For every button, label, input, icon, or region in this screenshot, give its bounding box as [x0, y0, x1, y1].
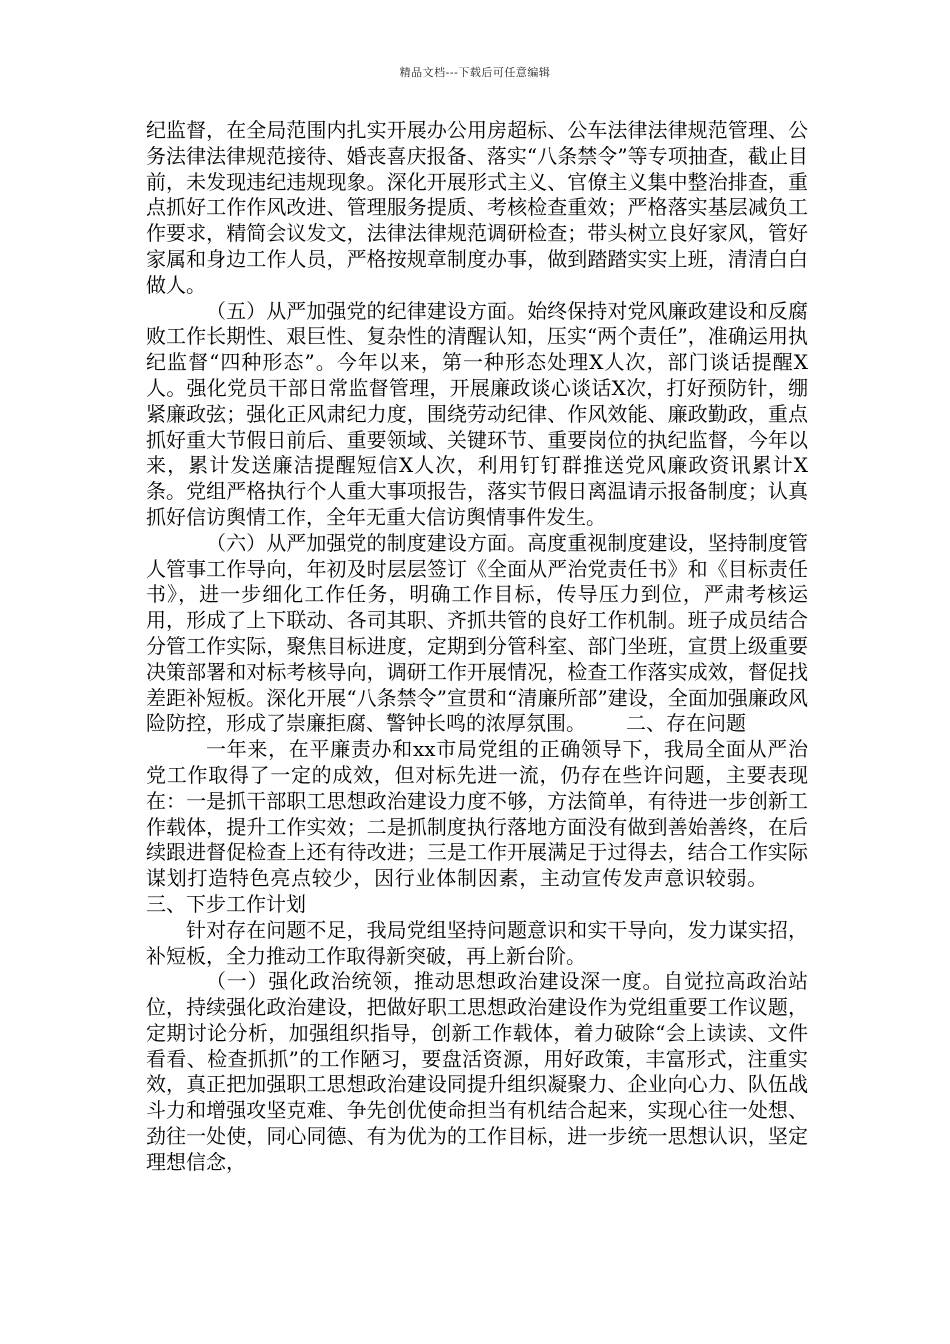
heading-existing-problems: 二、存在问题: [626, 711, 746, 736]
paragraph-plan-item-1: （一）强化政治统领，推动思想政治建设深一度。自觉拉高政治站位，持续强化政治建设，把做好职工思想政治建设作为党组重要工作议题，定期讨论分析，加强组织指导，创新工作载体，着力破除“会上读读、文件看看、检查抓抓”的工作陋习，要盘活资源，用好政策，丰富形式，注重实效，真正把加强职工思想政治建设同提升组织凝聚力、企业向心力、队伍战斗力和增强攻坚克难、争先创优使命担当有机结合起来，实现心往一处想、劲往一处使，同心同德、有为优为的工作目标，进一步统一思想认识，坚定理想信念，: [146, 969, 808, 1174]
paragraph-discipline-supervision: 纪监督，在全局范围内扎实开展办公用房超标、公车法律法律规范管理、公务法律法律规范接待、婚丧喜庆报备、落实“八条禁令”等专项抽查，截止目前，未发现违纪违规现象。深化开展形式主义、官僚主义集中整治排查，重点抓好工作作风改进、管理服务提质、考核检查重效；严格落实基层减负工作要求，精简会议发文，法律法律规范调研检查；带头树立良好家风，管好家属和身边工作人员，严格按规章制度办事，做到踏踏实实上班，清清白白做人。: [146, 118, 808, 297]
document-body: [146, 118, 808, 1176]
page-header: 精品文档---下载后可任意编辑: [399, 66, 551, 79]
paragraph-section-5: （五）从严加强党的纪律建设方面。始终保持对党风廉政建设和反腐败工作长期性、艰巨性、复杂性的清醒认知，压实“两个责任”，准确运用执纪监督“四种形态”。今年以来，第一种形态处理X人次，部门谈话提醒X人。强化党员干部日常监督管理，开展廉政谈心谈话X次，打好预防针，绷紧廉政弦；强化正风肃纪力度，围绕劳动纪律、作风效能、廉政勤政，重点抓好重大节假日前后、重要领域、关键环节、重要岗位的执纪监督，今年以来，累计发送廉洁提醒短信X人次，利用钉钉群推送党风廉政资讯累计X条。党组严格执行个人重大事项报告，落实节假日离温请示报备制度；认真抓好信访舆情工作，全年无重大信访舆情事件发生。: [146, 298, 808, 529]
paragraph-problems: [146, 737, 808, 918]
problems-text: 一年来，在平廉责办和xx市局党组的正确领导下，我局全面从严治党工作取得了一定的成效，但对标先进一流，仍存在些许问题，主要表现在：一是抓干部职工思想政治建设力度不够，方法简单，有待进一步创新工作载体，提升工作实效；二是抓制度执行落地方面没有做到善始善终，在后续跟进督促检查上还有待改进；三是工作开展满足于过得去，结合工作实际谋划打造特色亮点较少，因行业体制因素，主动宣传发声意识较弱。: [146, 737, 808, 891]
section-6-text: （六）从严加强党的制度建设方面。高度重视制度建设，坚持制度管人管事工作导向，年初及时层层签订《全面从严治党责任书》和《目标责任书》，进一步细化工作任务，明确工作目标，传导压力到位，严肃考核运用，形成了上下联动、各司其职、齐抓共管的良好工作机制。班子成员结合分管工作实际，聚焦目标进度，定期到分管科室、部门坐班，宣贯上级重要决策部署和对标考核导向，调研工作开展情况，检查工作落实成效，督促找差距补短板。深化开展“八条禁令”宣贯和“清廉所部”建设，全面加强廉政风险防控，形成了崇廉拒腐、警钟长鸣的浓厚氛围。: [146, 530, 808, 736]
paragraph-plan-intro: 针对存在问题不足，我局党组坚持问题意识和实干导向，发力谋实招，补短板，全力推动工作取得新突破，再上新台阶。: [146, 917, 808, 968]
paragraph-section-6: [146, 531, 808, 737]
heading-next-plan: 三、下步工作计划: [146, 891, 306, 916]
